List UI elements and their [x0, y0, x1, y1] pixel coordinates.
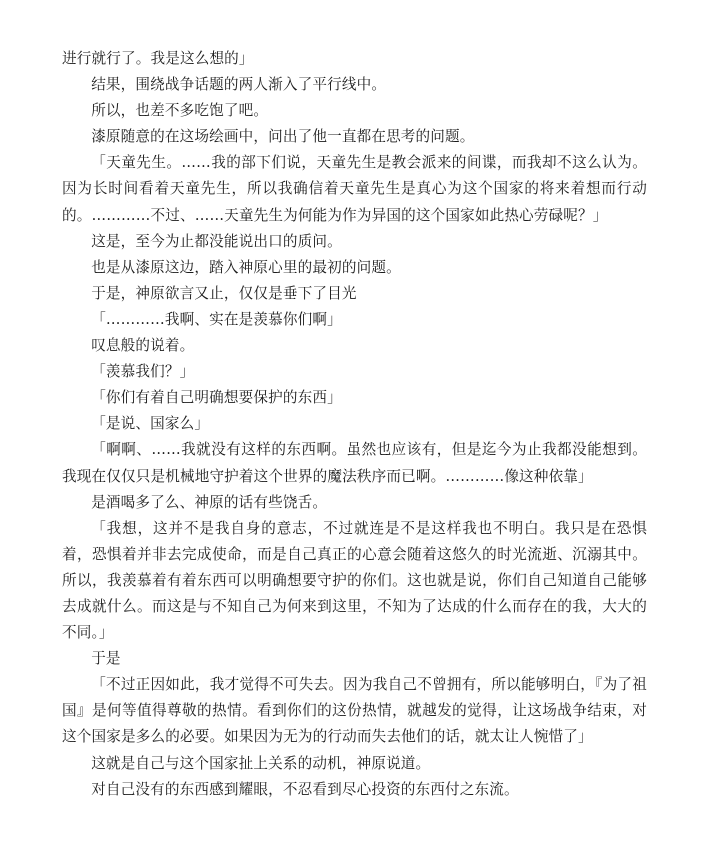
paragraph: 漆原随意的在这场绘画中，问出了他一直都在思考的问题。 — [91, 128, 475, 146]
paragraph: 也是从漆原这边，踏入神原心里的最初的问题。 — [91, 258, 401, 276]
paragraph: 这就是自己与这个国家扯上关系的动机，神原说道。 — [91, 754, 431, 772]
paragraph: 「是说、国家么」 — [91, 415, 210, 433]
paragraph: 是酒喝多了么、神原的话有些饶舌。 — [91, 493, 328, 511]
paragraph: 这是，至今为止都没能说出口的质问。 — [91, 232, 342, 250]
paragraph: 所以，也差不多吃饱了吧。 — [91, 102, 269, 120]
document-text-column — [62, 46, 647, 803]
paragraph: 叹息般的说着。 — [91, 337, 195, 355]
paragraph: 于是，神原欲言又止，仅仅是垂下了目光 — [91, 284, 357, 302]
paragraph: 「我想，这并不是我自身的意志，不过就连是不是这样我也不明白。我只是在恐惧着，恐惧着并非去完成使命，而是自己真正的心意会随着这悠久的时光流逝、沉溺其中。所以，我羡慕着有着东西可以明确想要守护的你们。这也就是说，你们自己知道自己能够去成就什么。而这是与不知自己为何来到这里，不知为了达成的什么而存在的我，大大的不同。」 — [62, 519, 647, 642]
paragraph: 「羡慕我们？」 — [91, 363, 195, 381]
paragraph: 「啊啊、……我就没有这样的东西啊。虽然也应该有，但是迄今为止我都没能想到。我现在仅仅只是机械地守护着这个世界的魔法秩序而已啊。…………像这种依靠」 — [62, 441, 647, 485]
paragraph: 对自己没有的东西感到耀眼，不忍看到尽心投资的东西付之东流。 — [91, 780, 519, 798]
paragraph: 进行就行了。我是这么想的」 — [62, 50, 254, 67]
paragraph: 结果，围绕战争话题的两人渐入了平行线中。 — [91, 76, 387, 94]
paragraph: 「天童先生。……我的部下们说，天童先生是教会派来的间谍，而我却不这么认为。因为长时间看着天童先生，所以我确信着天童先生是真心为这个国家的将来着想而行动的。…………不过、……天童先生为何能为作为异国的这个国家如此热心劳碌呢？」 — [62, 154, 647, 224]
paragraph: 「你们有着自己明确想要保护的东西」 — [91, 389, 342, 407]
paragraph: 「…………我啊、实在是羡慕你们啊」 — [91, 310, 342, 328]
paragraph: 于是 — [91, 650, 121, 668]
paragraph: 「不过正因如此，我才觉得不可失去。因为我自己不曾拥有，所以能够明白，『为了祖国』是何等值得尊敬的热情。看到你们的这份热情，就越发的觉得，让这场战争结束，对这个国家是多么的必要。如果因为无为的行动而失去他们的话，就太让人惋惜了」 — [62, 676, 647, 746]
